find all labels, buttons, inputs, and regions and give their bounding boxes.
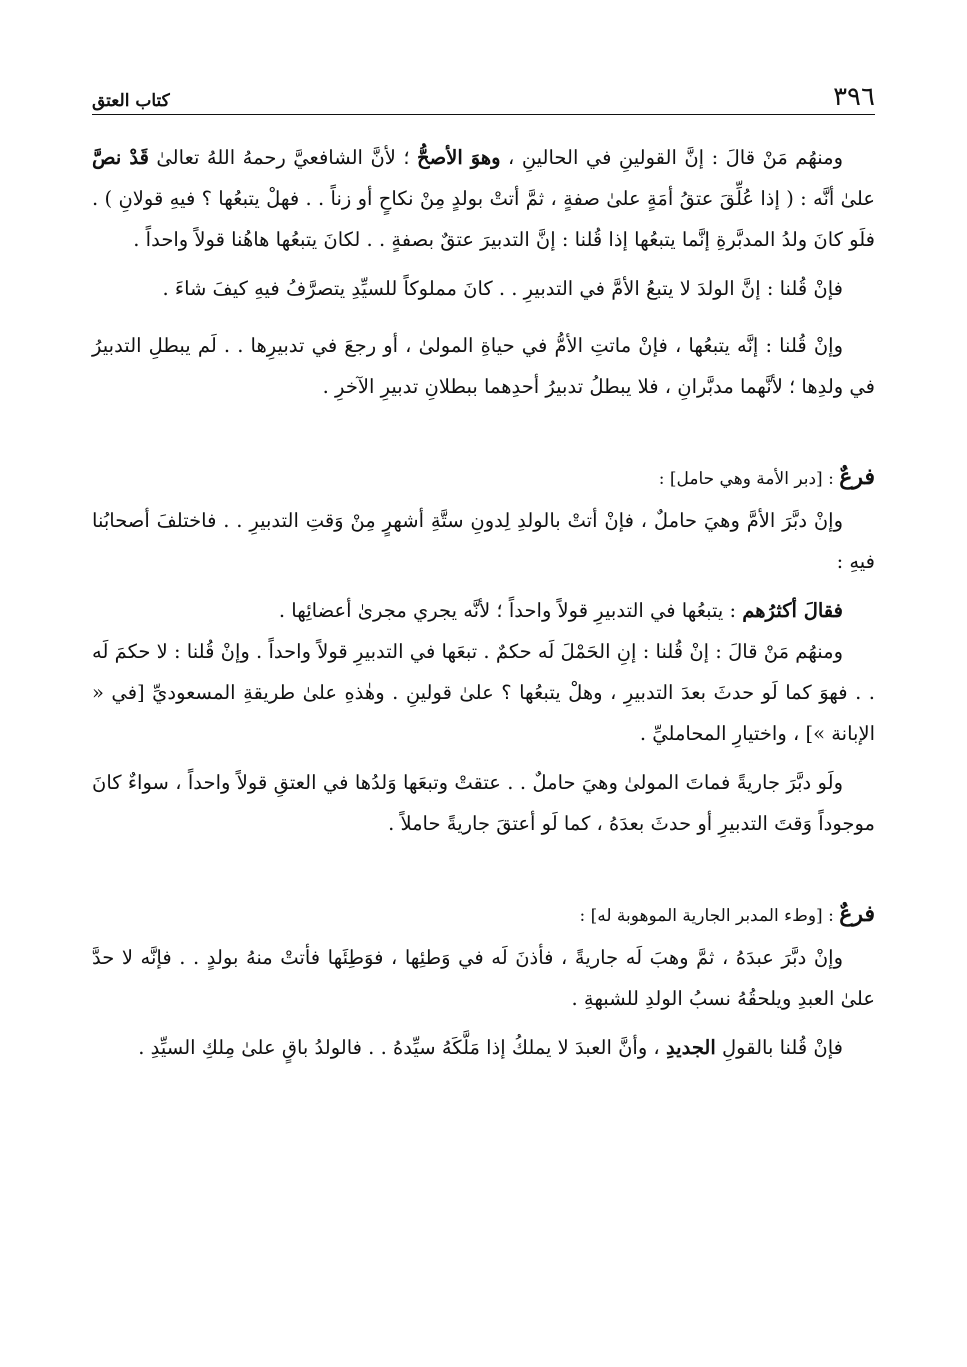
book-page: [92, 70, 875, 1068]
paragraph-1-text-e: علىٰ أنَّه : ( إذا عُلِّقَ عتقُ أمَةٍ علىٰ صفةٍ ، ثمَّ أتتْ بولدٍ مِنْ نكاحٍ أو زناً . . فهلْ يتبعُها ؟ فيهِ قولانِ ) . فلَو كانَ ولدُ المدبَّرةِ إنَّما يتبعُها إذا قُلنا : إنَّ التدبيرَ عتقٌ بصفةٍ . . لكانَ يتبعُها هاهُنا قولاً واحداً .: [92, 187, 875, 251]
paragraph-1-text-a: ومنهُم مَنْ قالَ : إنَّ القولينِ في الحالينِ ،: [500, 146, 843, 169]
paragraph-9-emphasis: الجديدِ: [665, 1036, 716, 1059]
paragraph-1-text-c: ؛ لأنَّ الشافعيَّ رحمهُ اللهُ تعالىٰ: [148, 146, 418, 169]
running-title: كتاب العتق: [92, 91, 170, 111]
branch-title: : [دبر الأمة وهي حامل] :: [658, 469, 840, 489]
page-number: ٣٩٦: [833, 82, 875, 112]
page-header: [92, 70, 875, 115]
paragraph-5: [92, 590, 875, 631]
page-content: [92, 137, 875, 1068]
paragraph-7: ولَو دبَّرَ جاريةً فماتَ المولىٰ وهيَ حاملٌ . . عتقتْ وتبعَها وَلدُها في العتقِ قولاً واحداً ، سواءٌ كانَ موجوداً وَقتَ التدبيرِ أو حدثَ بعدَهُ ، كما لَو أعتقَ جاريةً حاملاً .: [92, 771, 875, 835]
paragraph-9: [92, 1027, 875, 1068]
paragraph-9-text-c: ، وأنَّ العبدَ لا يملكُ إذا مَلَّكَهُ سيِّدهُ . . فالولدُ باقٍ علىٰ مِلكِ السيِّدِ .: [138, 1036, 666, 1059]
paragraph-3: وإنْ قُلنا : إنَّه يتبعُها ، فإنْ ماتتِ الأمُّ في حياةِ المولىٰ ، أو رجعَ في تدبيرِها . . لَم يبطلِ التدبيرُ في ولدِها ؛ لأنَّهما مدبَّرانِ ، فلا يبطلُ تدبيرُ أحدِهما ببطلانِ تدبيرِ الآخرِ .: [92, 334, 875, 398]
paragraph-1-emphasis-2: قَدْ نصَّ: [92, 146, 149, 169]
paragraph-5-emphasis: فقالَ أكثرُهم: [742, 599, 843, 622]
paragraph-6: ومنهُم مَنْ قالَ : إنْ قُلنا : إنِ الحَمْلَ لَه حكمٌ . تبعَها في التدبيرِ قولاً واحداً . وإنْ قُلنا : لا حكمَ لَه . . فهوَ كما لَو حدثَ بعدَ التدبيرِ ، وهلْ يتبعُها ؟ علىٰ قولينِ . وهٰذهِ علىٰ طريقةِ المسعوديِّ [في « الإبانة »] ، واختيارِ المحامليِّ .: [92, 640, 875, 745]
paragraph-4: وإنْ دبَّرَ الأمَّ وهيَ حاملٌ ، فإنْ أتتْ بالولدِ لِدونِ ستَّةِ أشهرٍ مِنْ وَقتِ التدبيرِ . . فاختلفَ أصحابُنا فيهِ :: [92, 509, 875, 573]
branch-heading-2: [92, 894, 875, 937]
branch-label: فرعٌ: [839, 901, 875, 927]
paragraph-1-emphasis: وهوَ الأصحُّ: [417, 146, 501, 169]
branch-title: : [وطء المدبر الجارية الموهوبة له] :: [579, 906, 840, 926]
branch-heading-1: [92, 457, 875, 500]
paragraph-5-text: : يتبعُها في التدبيرِ قولاً واحداً ؛ لأنَّه يجري مجرىٰ أعضائِها .: [278, 599, 743, 622]
paragraph-9-text-a: فإنْ قُلنا بالقولِ: [715, 1036, 843, 1059]
paragraph-2: فإنْ قُلنا : إنَّ الولدَ لا يتبعُ الأمَّ في التدبيرِ . . كانَ مملوكاً للسيِّدِ يتصرَّفُ فيهِ كيفَ شاءَ .: [162, 277, 843, 300]
branch-label: فرعٌ: [839, 464, 875, 490]
paragraph-1: [92, 137, 875, 260]
paragraph-8: وإنْ دبَّرَ عبدَهُ ، ثمَّ وهبَ لَه جاريةً ، فأذنَ لَه في وَطئِها ، فوَطِئَها فأتتْ منهُ بولدٍ . . فإنَّه لا حدَّ علىٰ العبدِ ويلحقُهُ نسبُ الولدِ للشبهةِ .: [92, 946, 875, 1010]
